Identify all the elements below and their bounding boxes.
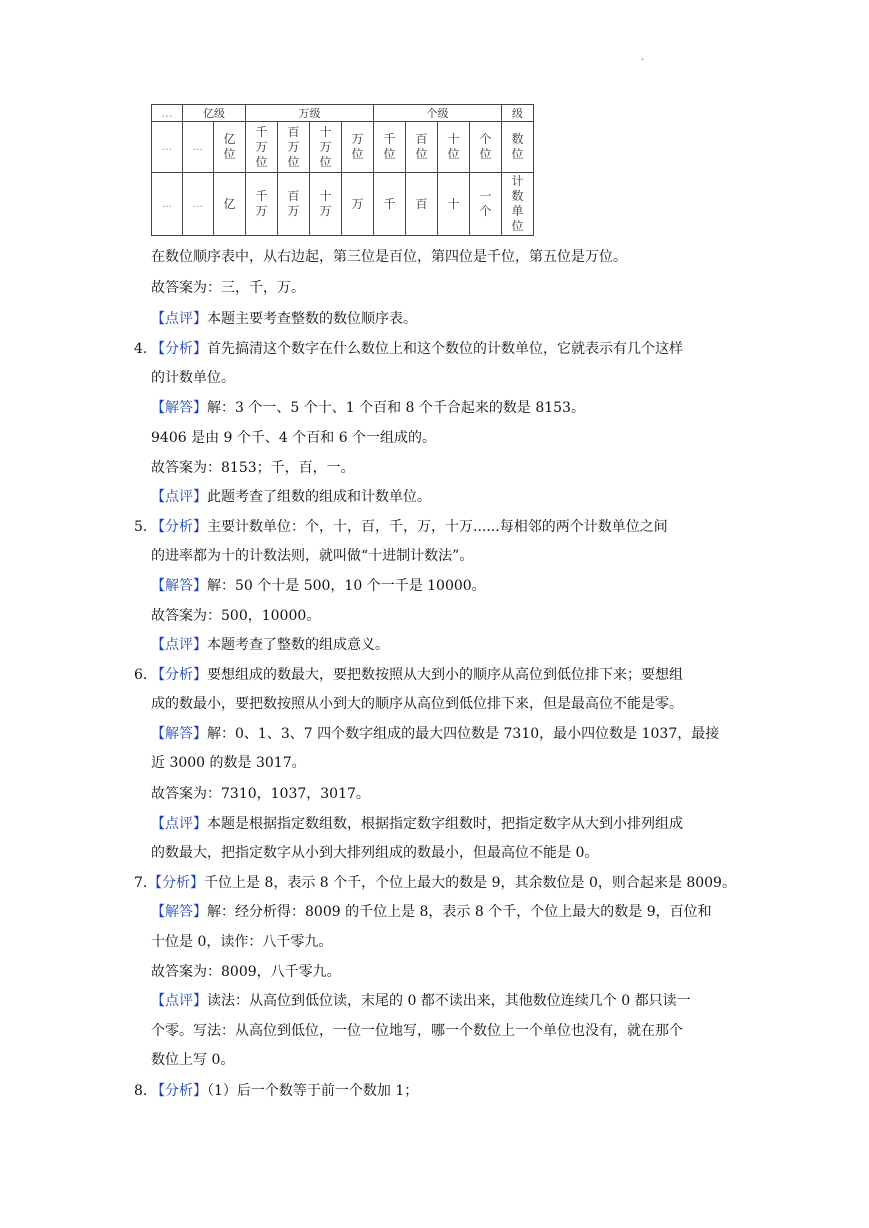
question-number: 4. bbox=[134, 341, 148, 357]
table-row bbox=[152, 105, 534, 122]
fenxi-tag: 【分析】 bbox=[151, 519, 207, 535]
q3-answer: 故答案为：三，千，万。 bbox=[151, 280, 305, 296]
q4-fenxi-cont: 的计数单位。 bbox=[151, 370, 235, 386]
q5-dianping bbox=[151, 635, 389, 655]
question-number: 6. bbox=[134, 667, 148, 683]
q7-fenxi bbox=[148, 873, 736, 893]
q5-answer: 故答案为：500，10000。 bbox=[151, 608, 321, 624]
table-cell: 一个 bbox=[479, 189, 492, 218]
q7-dianping-cont: 数位上写 0。 bbox=[151, 1052, 235, 1068]
table-cell: 百 bbox=[415, 196, 428, 211]
table-cell: 十位 bbox=[447, 132, 460, 161]
fenxi-tag: 【分析】 bbox=[148, 875, 204, 891]
question-number: 7. bbox=[134, 875, 148, 891]
table-cell: … bbox=[152, 173, 183, 236]
q6-answer: 故答案为：7310，1037，3017。 bbox=[151, 786, 370, 802]
q5-fenxi-cont: 的进率都为十的计数法则，就叫做“十进制计数法”。 bbox=[151, 548, 474, 564]
dianping-text: 此题考查了组数的组成和计数单位。 bbox=[207, 489, 431, 505]
table-cell: 万级 bbox=[246, 105, 374, 122]
fenxi-tag: 【分析】 bbox=[151, 341, 207, 357]
q7-answer: 故答案为：8009，八千零九。 bbox=[151, 964, 341, 980]
q7-jieda bbox=[151, 902, 712, 922]
q7-dianping bbox=[151, 991, 691, 1011]
jieda-tag: 【解答】 bbox=[151, 578, 207, 594]
table-cell: 级 bbox=[502, 105, 534, 122]
dianping-tag: 【点评】 bbox=[151, 637, 207, 653]
table-cell: 个位 bbox=[479, 132, 492, 161]
dianping-tag: 【点评】 bbox=[151, 993, 207, 1009]
fenxi-text: 要想组成的数最大，要把数按照从大到小的顺序从高位到低位排下来；要想组 bbox=[207, 667, 683, 683]
table-cell: 万 bbox=[351, 196, 364, 211]
q8-fenxi bbox=[151, 1081, 418, 1101]
table-cell: … bbox=[183, 122, 214, 173]
dianping-text: 本题是根据指定数组数，根据指定数字组数时，把指定数字从大到小排列组成 bbox=[207, 816, 683, 832]
table-cell: 百位 bbox=[415, 132, 428, 161]
q3-dianping bbox=[151, 309, 417, 329]
table-cell: 千位 bbox=[383, 132, 396, 161]
dianping-text: 本题主要考查整数的数位顺序表。 bbox=[207, 311, 417, 327]
table-cell: 十 bbox=[447, 196, 460, 211]
question-number: 5. bbox=[134, 519, 148, 535]
fenxi-text: 千位上是 8，表示 8 个千，个位上最大的数是 9，其余数位是 0，则合起来是 8009。 bbox=[204, 875, 736, 891]
dianping-tag: 【点评】 bbox=[151, 311, 207, 327]
table-cell: 亿级 bbox=[183, 105, 246, 122]
q5-jieda bbox=[151, 576, 486, 596]
table-cell: 十万位 bbox=[319, 124, 332, 169]
table-cell: 百万位 bbox=[287, 124, 300, 169]
jieda-text: 解：0、1、3、7 四个数字组成的最大四位数是 7310，最小四位数是 1037，最接 bbox=[207, 726, 720, 742]
jieda-tag: 【解答】 bbox=[151, 400, 207, 416]
jieda-text: 解：经分析得：8009 的千位上是 8，表示 8 个千，个位上最大的数是 9，百位和 bbox=[207, 904, 712, 920]
fenxi-tag: 【分析】 bbox=[151, 1083, 207, 1099]
q5-fenxi bbox=[151, 517, 668, 537]
table-row bbox=[152, 122, 534, 173]
table-cell: 十万 bbox=[319, 189, 332, 218]
q4-jieda bbox=[151, 398, 585, 418]
dianping-text: 本题考查了整数的组成意义。 bbox=[207, 637, 389, 653]
table-cell: 百万 bbox=[287, 189, 300, 218]
q4-dianping bbox=[151, 487, 431, 507]
q6-dianping bbox=[151, 814, 683, 834]
q7-jieda-cont: 十位是 0，读作：八千零九。 bbox=[151, 934, 333, 950]
dianping-text: 读法：从高位到低位读，末尾的 0 都不读出来，其他数位连续几个 0 都只读一 bbox=[207, 993, 691, 1009]
table-cell: … bbox=[152, 105, 183, 122]
table-row bbox=[152, 173, 534, 236]
q4-fenxi bbox=[151, 339, 683, 359]
place-value-table bbox=[151, 104, 534, 236]
dianping-tag: 【点评】 bbox=[151, 816, 207, 832]
header-mark: . bbox=[641, 52, 645, 63]
question-number: 8. bbox=[134, 1083, 148, 1099]
q6-jieda-cont: 近 3000 的数是 3017。 bbox=[151, 755, 306, 771]
q4-answer: 故答案为：8153；千，百，一。 bbox=[151, 460, 355, 476]
table-cell: 千万 bbox=[255, 189, 268, 218]
q7-dianping-cont: 个零。写法：从高位到低位，一位一位地写，哪一个数位上一个单位也没有，就在那个 bbox=[151, 1023, 683, 1039]
table-cell: 亿位 bbox=[223, 132, 236, 161]
q6-fenxi-cont: 成的数最小，要把数按照从小到大的顺序从高位到低位排下来，但是最高位不能是零。 bbox=[151, 696, 683, 712]
q6-dianping-cont: 的数最大，把指定数字从小到大排列组成的数最小，但最高位不能是 0。 bbox=[151, 845, 599, 861]
table-cell: 数位 bbox=[511, 132, 524, 161]
q6-jieda bbox=[151, 724, 719, 744]
table-cell: … bbox=[152, 122, 183, 173]
table-cell: 计数单位 bbox=[511, 174, 524, 233]
jieda-tag: 【解答】 bbox=[151, 904, 207, 920]
jieda-text: 解：3 个一、5 个十、1 个百和 8 个千合起来的数是 8153。 bbox=[207, 400, 585, 416]
q4-line2: 9406 是由 9 个千、4 个百和 6 个一组成的。 bbox=[151, 430, 437, 446]
table-cell: 亿 bbox=[223, 196, 236, 211]
q6-fenxi bbox=[151, 665, 683, 685]
fenxi-text: 主要计数单位：个，十，百，千，万，十万......每相邻的两个计数单位之间 bbox=[207, 519, 668, 535]
q3-explanation: 在数位顺序表中，从右边起，第三位是百位，第四位是千位，第五位是万位。 bbox=[151, 249, 627, 265]
table-cell: 千万位 bbox=[255, 124, 268, 169]
table-cell: 个级 bbox=[374, 105, 502, 122]
fenxi-text: 首先搞清这个数字在什么数位上和这个数位的计数单位，它就表示有几个这样 bbox=[207, 341, 683, 357]
jieda-text: 解：50 个十是 500，10 个一千是 10000。 bbox=[207, 578, 486, 594]
fenxi-tag: 【分析】 bbox=[151, 667, 207, 683]
table-cell: 万位 bbox=[351, 132, 364, 161]
table-cell: … bbox=[183, 173, 214, 236]
fenxi-text: （1）后一个数等于前一个数加 1； bbox=[207, 1083, 419, 1099]
dianping-tag: 【点评】 bbox=[151, 489, 207, 505]
jieda-tag: 【解答】 bbox=[151, 726, 207, 742]
table-cell: 千 bbox=[383, 196, 396, 211]
